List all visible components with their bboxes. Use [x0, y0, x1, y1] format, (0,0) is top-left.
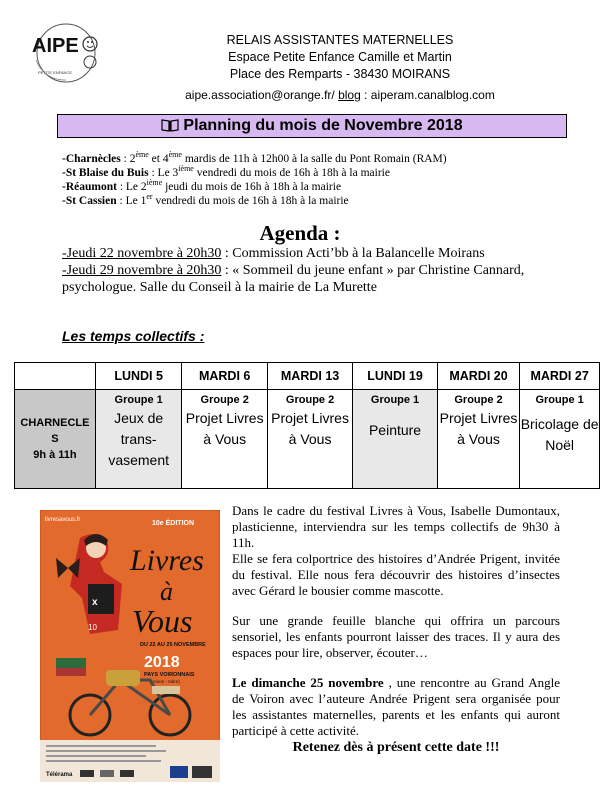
activity-label: Bricolage de Noël: [520, 416, 599, 453]
table-corner: [15, 363, 96, 390]
svg-text:x: x: [92, 597, 98, 608]
column-header: MARDI 6: [182, 363, 267, 390]
poster-year: 2018: [144, 654, 180, 671]
column-header: LUNDI 5: [95, 363, 182, 390]
table-cell: [353, 390, 438, 489]
reminder-text: Retenez dès à présent cette date !!!: [292, 740, 500, 755]
page-title: [57, 114, 567, 138]
poster-region-sub: (Voiron - Isère): [150, 679, 180, 684]
description-paragraph: Sur une grande feuille blanche qui offrira un parcours sensoriel, les enfants pourront laisser des traces. Il y aura des espaces pour lire, observer, écouter…: [232, 613, 560, 660]
logo-text: AIPE: [32, 35, 79, 57]
festival-description: [232, 503, 560, 756]
schedule-item: -Charnècles : 2ème et 4ème mardis de 11h à 12h00 à la salle du Pont Romain (RAM): [62, 150, 447, 165]
group-label: Groupe 2: [285, 394, 335, 406]
svg-text:PETITE ENFANCE: PETITE ENFANCE: [38, 70, 73, 75]
svg-text:10: 10: [88, 623, 97, 632]
poster-title-1: Livres: [130, 544, 204, 577]
header-address: [130, 32, 550, 104]
schedule-item: -St Blaise du Buis : Le 3ième vendredi du mois de 16h à 18h à la mairie: [62, 164, 390, 179]
page-title-text: Planning du mois de Novembre 2018: [183, 117, 463, 134]
column-header: MARDI 20: [437, 363, 519, 390]
description-paragraph: Elle se fera colportrice des histoires d’Andrée Prigent, invitée du festival. Elle nous fera découvrir des histoires d’insectes avec Gérard le bousier comme mascotte.: [232, 551, 560, 598]
table-cell: [182, 390, 267, 489]
table-header-row: [15, 363, 600, 390]
aipe-logo: [26, 22, 106, 84]
book-icon: [161, 118, 179, 132]
header-contact-line: [130, 87, 550, 104]
blog-separator: :: [360, 88, 371, 102]
collectifs-heading: Les temps collectifs :: [62, 328, 205, 344]
column-header: MARDI 27: [520, 363, 600, 390]
activity-label: Projet Livres à Vous: [185, 410, 264, 447]
column-header: LUNDI 19: [353, 363, 438, 390]
poster-title-3: Vous: [132, 603, 193, 639]
agenda-item: -Jeudi 29 novembre à 20h30 : « Sommeil du jeune enfant » par Christine Cannard, psychologue. Salle du Conseil à la mairie de La Murette: [62, 263, 525, 295]
festival-poster: [40, 510, 220, 782]
group-label: Groupe 1: [535, 394, 584, 406]
blog-link[interactable]: aiperam.canalblog.com: [370, 88, 495, 102]
schedule-item: -Réaumont : Le 2ième jeudi du mois de 16h à 18h à la mairie: [62, 178, 342, 193]
blog-label: blog: [338, 88, 361, 102]
group-label: Groupe 2: [454, 394, 503, 406]
table-cell: [267, 390, 352, 489]
activity-label: Projet Livres à Vous: [439, 410, 518, 447]
table-row: [15, 390, 600, 489]
agenda-title: Agenda :: [259, 221, 341, 245]
planning-table: [14, 362, 600, 489]
activity-label: Peinture: [368, 422, 422, 438]
activity-label: Projet Livres à Vous: [271, 410, 349, 447]
poster-sponsor: Télérama: [46, 772, 73, 778]
poster-edition: 10e ÉDITION: [152, 520, 195, 527]
description-paragraph: Le dimanche 25 novembre , une rencontre au Grand Angle de Voiron avec l’auteure Andrée Prigent sera organisée pour les assistantes maternelles, parents et les enfants qui auront participé à cette activité.: [232, 675, 560, 738]
table-cell: [437, 390, 519, 489]
table-cell: [95, 390, 182, 489]
table-cell: [520, 390, 600, 489]
group-label: Groupe 2: [200, 394, 249, 406]
column-header: MARDI 13: [267, 363, 352, 390]
agenda-list: [62, 245, 582, 296]
group-label: Groupe 1: [370, 394, 420, 406]
group-label: Groupe 1: [114, 394, 163, 406]
poster-title-2: à: [160, 577, 173, 606]
poster-dates: DU 22 AU 25 NOVEMBRE: [140, 642, 206, 648]
poster-region: PAYS VOIRONNAIS: [144, 672, 195, 678]
email-link[interactable]: aipe.association@orange.fr/: [185, 88, 335, 102]
poster-site: livresavous.fr: [45, 517, 81, 523]
description-paragraph: Dans le cadre du festival Livres à Vous, Isabelle Dumontaux, plasticienne, interviendra sur les temps collectifs de 9h30 à 11h.: [232, 503, 560, 550]
header-line-1: RELAIS ASSISTANTES MATERNELLES: [226, 33, 454, 47]
row-label: CHARNECLE S 9h à 11h: [15, 390, 96, 489]
header-line-3: Place des Remparts - 38430 MOIRANS: [229, 67, 451, 81]
agenda-item: -Jeudi 22 novembre à 20h30 : Commission Acti’bb à la Balancelle Moirans: [62, 246, 485, 261]
schedule-item: -St Cassien : Le 1er vendredi du mois de 16h à 18h à la mairie: [62, 192, 349, 207]
header-line-2: Espace Petite Enfance Camille et Martin: [228, 50, 452, 64]
activity-label: Jeux de trans-vasement: [108, 410, 170, 468]
schedule-list: [62, 152, 582, 208]
